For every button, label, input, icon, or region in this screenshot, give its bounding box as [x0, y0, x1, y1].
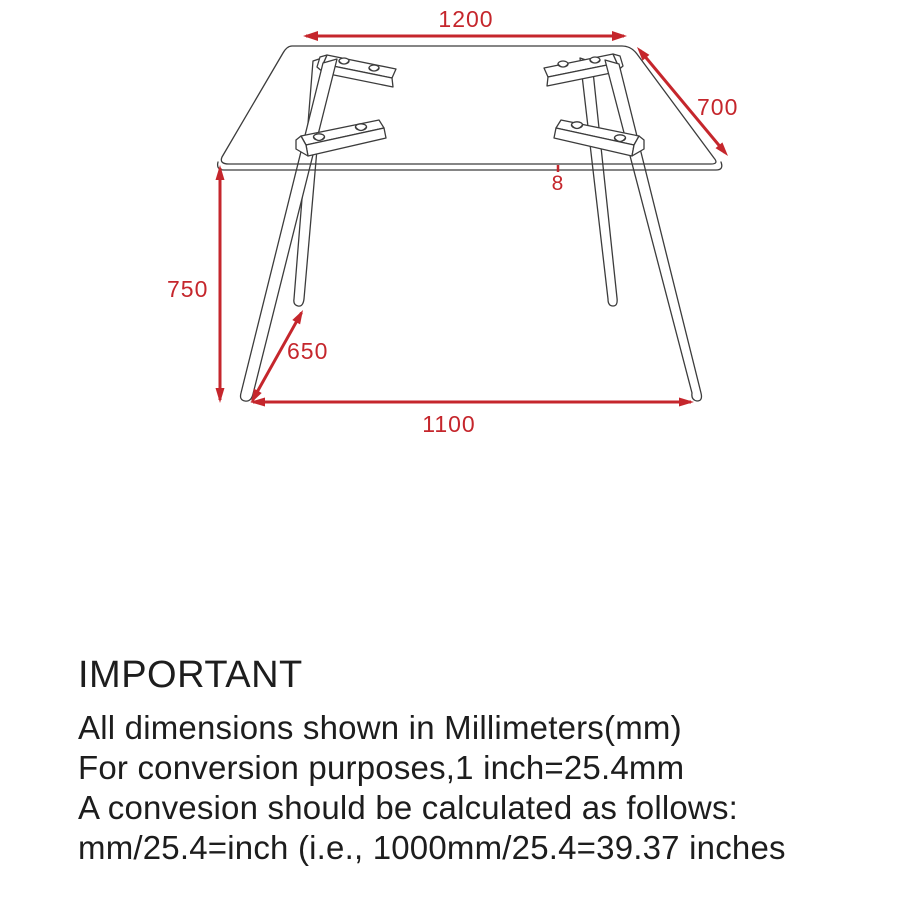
dim-label-1200: 1200 [438, 6, 494, 32]
notes-body [78, 708, 786, 868]
notes-line: mm/25.4=inch (i.e., 1000mm/25.4=39.37 inches [78, 828, 786, 866]
front-right-leg [605, 60, 702, 401]
dim-label-1100: 1100 [422, 411, 476, 437]
rear-right-leg [580, 58, 617, 306]
dim-label-8: 8 [551, 172, 565, 195]
notes-line: All dimensions shown in Millimeters(mm) [78, 708, 682, 746]
notes-line: For conversion purposes,1 inch=25.4mm [78, 748, 685, 786]
dim-label-650: 650 [287, 338, 329, 364]
dim-label-700: 700 [697, 94, 739, 120]
notes-heading: IMPORTANT [78, 654, 303, 696]
glass-front-edge [218, 162, 722, 170]
dim-label-750: 750 [167, 276, 209, 302]
notes-block [78, 655, 786, 868]
notes-line: A convesion should be calculated as follows: [78, 788, 739, 826]
